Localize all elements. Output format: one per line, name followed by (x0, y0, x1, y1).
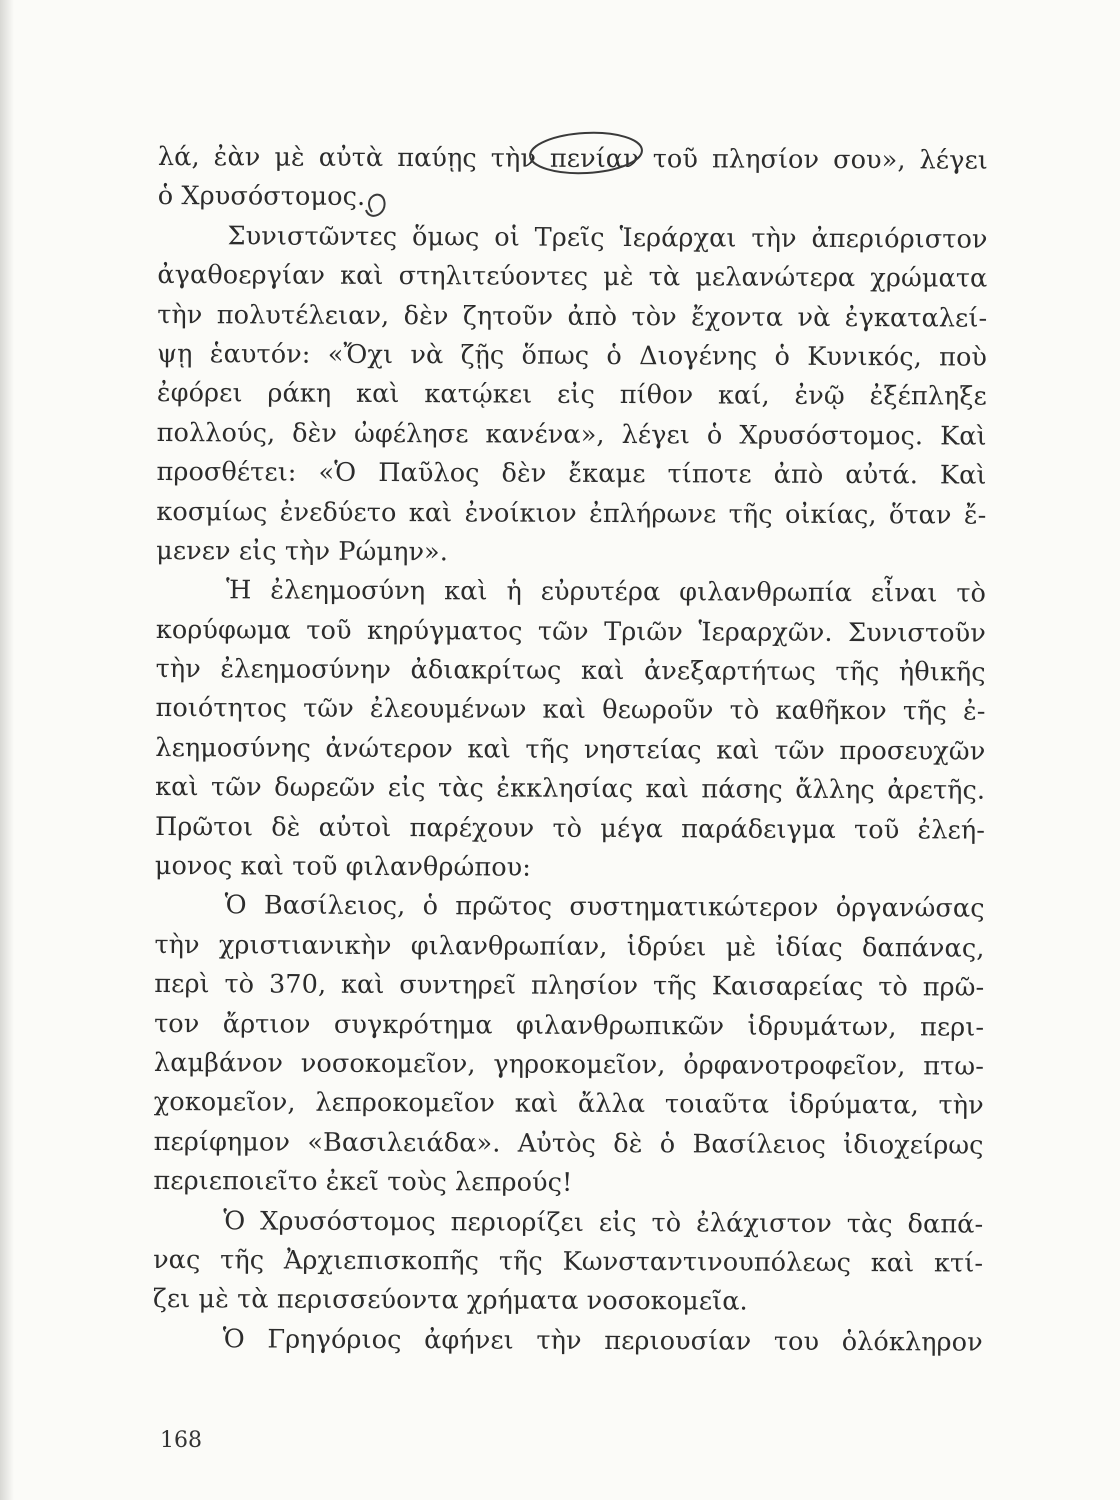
text-line: Πρῶτοι δὲ αὐτοὶ παρέχουν τὸ μέγα παράδειγμα τοῦ ἐλεή- (154, 811, 986, 846)
text-line: περὶ τὸ 370, καὶ συντηρεῖ πλησίον τῆς Καισαρείας τὸ πρῶ- (154, 969, 985, 1003)
page-number: 168 (160, 1428, 202, 1453)
text-line: μονος καὶ τοῦ φιλανθρώπου: (154, 851, 532, 883)
text-line: τὴν χριστιανικὴν φιλανθρωπίαν, ἱδρύει μὲ ἰδίας δαπάνας, (154, 929, 985, 964)
text-line: ὁ Χρυσόστομος. (157, 181, 366, 213)
text-line: λαμβάνον νοσοκομεῖον, γηροκομεῖον, ὀρφανοτροφεῖον, πτω- (153, 1047, 985, 1082)
text-line: ἐφόρει ράκη καὶ κατῴκει εἰς πίθον καί, ἐνῷ ἐξέπληξε (156, 378, 987, 412)
text-line: λεημοσύνης ἀνώτερον καὶ τῆς νηστείας καὶ τῶν προσευχῶν (155, 732, 986, 767)
text-line: λά, ἐὰν μὲ αὐτὰ παύῃς τὴν πενίαν τοῦ πλησίον σου», λέγει (157, 141, 988, 176)
text-line: τὴν ἐλεημοσύνην ἀδιακρίτως καὶ ἀνεξαρτήτως τῆς ἠθικῆς (155, 654, 986, 688)
text-line: καὶ τῶν δωρεῶν εἰς τὰς ἐκκλησίας καὶ πάσης ἄλλης ἀρετῆς. (155, 772, 986, 806)
body-text (153, 138, 988, 1363)
text-line: Ὁ Χρυσόστομος περιορίζει εἰς τὸ ἐλάχιστον τὰς δαπά- (223, 1205, 984, 1240)
text-line: κορύφωμα τοῦ κηρύγματος τῶν Τριῶν Ἱεραρχῶν. Συνιστοῦν (155, 614, 986, 649)
text-line: Ὁ Γρηγόριος ἀφήνει τὴν περιουσίαν του ὁλόκληρον (222, 1324, 983, 1358)
text-line: τὴν πολυτέλειαν, δὲν ζητοῦν ἀπὸ τὸν ἔχοντα νὰ ἐγκαταλεί- (157, 299, 988, 334)
text-line: ζει μὲ τὰ περισσεύοντα χρήματα νοσοκομεῖα. (152, 1284, 748, 1317)
text-line: μενεν εἰς τὴν Ρώμην». (156, 535, 449, 568)
text-line: ἀγαθοεργίαν καὶ στηλιτεύοντες μὲ τὰ μελανώτερα χρώματα (157, 260, 988, 294)
text-line: νας τῆς Ἀρχιεπισκοπῆς τῆς Κωνσταντινουπόλεως καὶ κτί- (153, 1244, 984, 1279)
scan-edge-shadow (0, 0, 14, 1500)
text-line: ψῃ ἑαυτόν: «Ὄχι νὰ ζῇς ὅπως ὁ Διογένης ὁ Κυνικός, ποὺ (156, 338, 988, 373)
text-line: ποιότητος τῶν ἐλεουμένων καὶ θεωροῦν τὸ καθῆκον τῆς ἐ- (155, 693, 986, 728)
text-line: χοκομεῖον, λεπροκομεῖον καὶ ἄλλα τοιαῦτα ἱδρύματα, τὴν (153, 1087, 984, 1121)
text-line: πολλούς, δὲν ὠφέλησε κανένα», λέγει ὁ Χρυσόστομος. Καὶ (156, 417, 987, 452)
text-line: τον ἄρτιον συγκρότημα φιλανθρωπικῶν ἱδρυμάτων, περι- (154, 1008, 985, 1043)
text-line: προσθέτει: «Ὁ Παῦλος δὲν ἔκαμε τίποτε ἀπὸ αὐτά. Καὶ (156, 457, 987, 491)
text-line: περίφημον «Βασιλειάδα». Αὐτὸς δὲ ὁ Βασίλειος ἰδιοχείρως (153, 1126, 984, 1161)
text-line: περιεποιεῖτο ἐκεῖ τοὺς λεπρούς! (153, 1166, 573, 1198)
text-line: Συνιστῶντες ὅμως οἱ Τρεῖς Ἱεράρχαι τὴν ἀπεριόριστον (227, 221, 988, 255)
text-line: Ἡ ἐλεημοσύνη καὶ ἡ εὐρυτέρα φιλανθρωπία εἶναι τὸ (225, 575, 987, 609)
text-line: Ὁ Βασίλειος, ὁ πρῶτος συστηματικώτερον ὀργανώσας (224, 890, 985, 925)
text-line: κοσμίως ἐνεδύετο καὶ ἐνοίκιον ἐπλήρωνε τῆς οἰκίας, ὅταν ἔ- (156, 496, 987, 531)
